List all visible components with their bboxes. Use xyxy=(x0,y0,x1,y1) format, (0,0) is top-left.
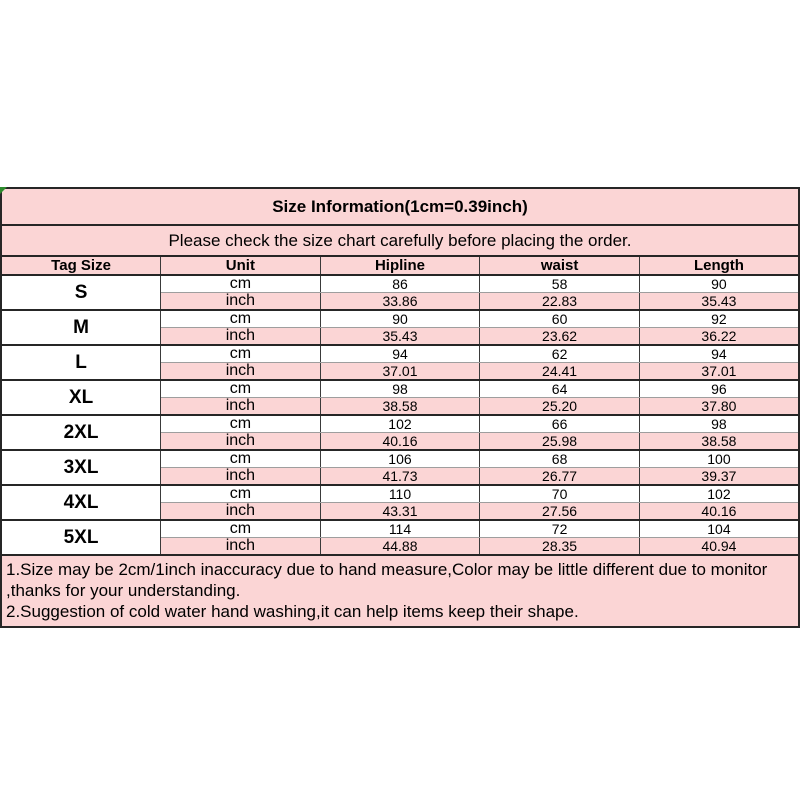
measure-value-cm: 70 xyxy=(480,485,640,503)
column-header-row xyxy=(1,256,799,275)
unit-label-cm: cm xyxy=(161,380,321,398)
measure-value-inch: 37.01 xyxy=(320,363,480,381)
col-header-waist: waist xyxy=(480,256,640,275)
measure-value-cm: 94 xyxy=(320,345,480,363)
tag-size-label: 2XL xyxy=(1,415,161,450)
measure-value-cm: 94 xyxy=(639,345,799,363)
unit-label-inch: inch xyxy=(161,293,321,311)
unit-label-inch: inch xyxy=(161,468,321,486)
unit-label-cm: cm xyxy=(161,345,321,363)
measure-value-inch: 41.73 xyxy=(320,468,480,486)
tag-size-label: 5XL xyxy=(1,520,161,555)
measure-value-cm: 68 xyxy=(480,450,640,468)
measure-value-cm: 106 xyxy=(320,450,480,468)
title-row xyxy=(1,188,799,225)
size-chart-table xyxy=(0,187,800,628)
unit-label-cm: cm xyxy=(161,310,321,328)
measure-value-cm: 72 xyxy=(480,520,640,538)
measure-value-cm: 98 xyxy=(320,380,480,398)
notes-row xyxy=(1,555,799,627)
tag-size-label: 4XL xyxy=(1,485,161,520)
size-row-cm xyxy=(1,415,799,433)
tag-size-label: M xyxy=(1,310,161,345)
unit-label-cm: cm xyxy=(161,450,321,468)
measure-value-inch: 23.62 xyxy=(480,328,640,346)
unit-label-inch: inch xyxy=(161,503,321,521)
unit-label-inch: inch xyxy=(161,328,321,346)
measure-value-cm: 110 xyxy=(320,485,480,503)
measure-value-inch: 39.37 xyxy=(639,468,799,486)
measure-value-cm: 90 xyxy=(639,275,799,293)
note-line-2: 2.Suggestion of cold water hand washing,it can help items keep their shape. xyxy=(6,602,579,621)
chart-subtitle: Please check the size chart carefully before placing the order. xyxy=(1,225,799,256)
col-header-unit: Unit xyxy=(161,256,321,275)
measure-value-inch: 40.16 xyxy=(639,503,799,521)
measure-value-cm: 100 xyxy=(639,450,799,468)
chart-title: Size Information(1cm=0.39inch) xyxy=(1,188,799,225)
note-line-1b: ,thanks for your understanding. xyxy=(6,581,241,600)
measure-value-cm: 86 xyxy=(320,275,480,293)
col-header-tag-size: Tag Size xyxy=(1,256,161,275)
tag-size-label: L xyxy=(1,345,161,380)
unit-label-cm: cm xyxy=(161,275,321,293)
measure-value-cm: 66 xyxy=(480,415,640,433)
size-row-cm xyxy=(1,520,799,538)
measure-value-inch: 40.94 xyxy=(639,538,799,556)
measure-value-inch: 24.41 xyxy=(480,363,640,381)
subtitle-row xyxy=(1,225,799,256)
measure-value-inch: 37.01 xyxy=(639,363,799,381)
measure-value-inch: 37.80 xyxy=(639,398,799,416)
measure-value-cm: 90 xyxy=(320,310,480,328)
unit-label-inch: inch xyxy=(161,538,321,556)
measure-value-inch: 22.83 xyxy=(480,293,640,311)
measure-value-inch: 35.43 xyxy=(639,293,799,311)
measure-value-cm: 102 xyxy=(320,415,480,433)
measure-value-inch: 38.58 xyxy=(320,398,480,416)
measure-value-cm: 92 xyxy=(639,310,799,328)
measure-value-cm: 62 xyxy=(480,345,640,363)
measure-value-cm: 104 xyxy=(639,520,799,538)
notes-cell xyxy=(1,555,799,627)
col-header-hipline: Hipline xyxy=(320,256,480,275)
size-row-cm xyxy=(1,485,799,503)
measure-value-cm: 60 xyxy=(480,310,640,328)
measure-value-inch: 28.35 xyxy=(480,538,640,556)
tag-size-label: XL xyxy=(1,380,161,415)
measure-value-cm: 64 xyxy=(480,380,640,398)
measure-value-cm: 98 xyxy=(639,415,799,433)
measure-value-inch: 43.31 xyxy=(320,503,480,521)
measure-value-inch: 25.20 xyxy=(480,398,640,416)
unit-label-cm: cm xyxy=(161,520,321,538)
measure-value-inch: 44.88 xyxy=(320,538,480,556)
size-row-cm xyxy=(1,450,799,468)
measure-value-inch: 25.98 xyxy=(480,433,640,451)
size-row-cm xyxy=(1,345,799,363)
measure-value-cm: 102 xyxy=(639,485,799,503)
unit-label-cm: cm xyxy=(161,485,321,503)
size-row-cm xyxy=(1,310,799,328)
excel-corner-marker-icon xyxy=(0,187,7,194)
measure-value-cm: 58 xyxy=(480,275,640,293)
measure-value-inch: 35.43 xyxy=(320,328,480,346)
note-line-1: 1.Size may be 2cm/1inch inaccuracy due to hand measure,Color may be little different due to monitor xyxy=(6,560,768,579)
measure-value-inch: 26.77 xyxy=(480,468,640,486)
tag-size-label: 3XL xyxy=(1,450,161,485)
size-row-cm xyxy=(1,275,799,293)
unit-label-inch: inch xyxy=(161,398,321,416)
unit-label-inch: inch xyxy=(161,363,321,381)
measure-value-inch: 27.56 xyxy=(480,503,640,521)
measure-value-cm: 96 xyxy=(639,380,799,398)
unit-label-inch: inch xyxy=(161,433,321,451)
measure-value-cm: 114 xyxy=(320,520,480,538)
unit-label-cm: cm xyxy=(161,415,321,433)
measure-value-inch: 38.58 xyxy=(639,433,799,451)
measure-value-inch: 36.22 xyxy=(639,328,799,346)
size-rows-body xyxy=(1,275,799,555)
measure-value-inch: 40.16 xyxy=(320,433,480,451)
measure-value-inch: 33.86 xyxy=(320,293,480,311)
tag-size-label: S xyxy=(1,275,161,310)
col-header-length: Length xyxy=(639,256,799,275)
size-row-cm xyxy=(1,380,799,398)
